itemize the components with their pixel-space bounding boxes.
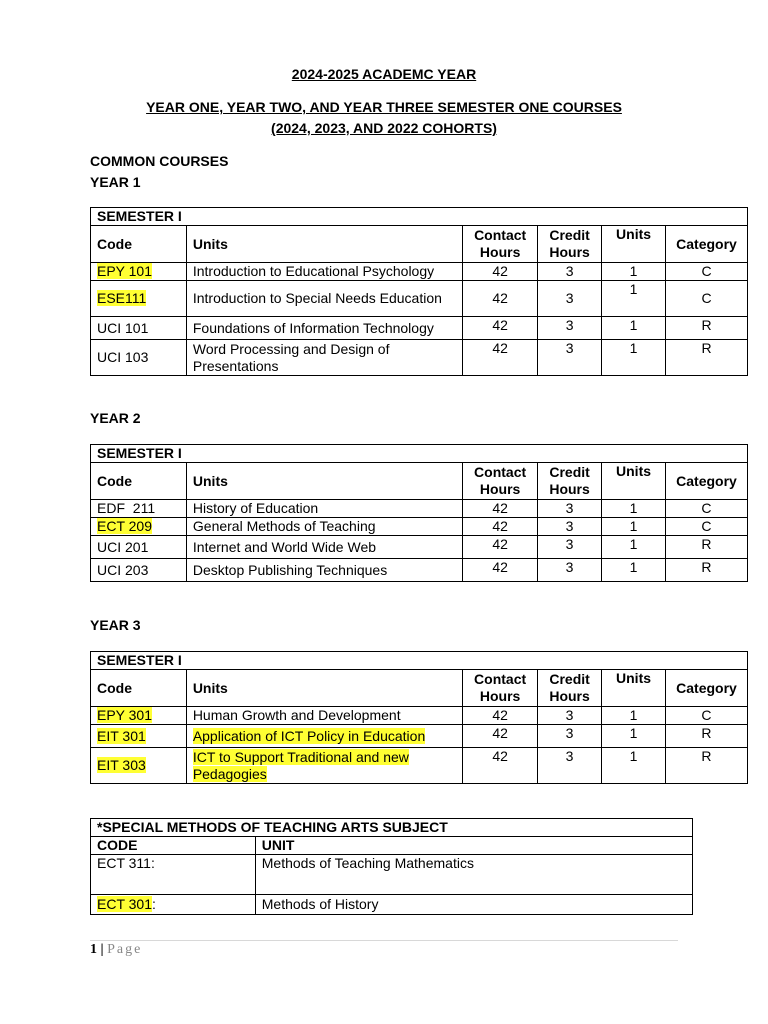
category: R [665, 536, 747, 559]
credit-hours: 3 [538, 559, 602, 582]
contact-hours: 42 [463, 748, 538, 784]
course-unit: Internet and World Wide Web [186, 536, 462, 559]
code-header: CODE [91, 837, 256, 855]
units-count: 1 [602, 518, 666, 536]
table-row [91, 855, 693, 895]
category: R [665, 725, 747, 748]
units-count: 1 [602, 263, 666, 281]
footer-separator: | [97, 942, 108, 957]
contact-hours-header: Contact Hours [463, 463, 538, 500]
credit-hours: 3 [538, 725, 602, 748]
course-code: UCI 203 [91, 559, 187, 582]
course-code: EDF 211 [91, 500, 187, 518]
category: C [665, 518, 747, 536]
course-code: ECT 209 [91, 518, 187, 536]
year3-table [90, 651, 748, 784]
units-count: 1 [602, 281, 666, 317]
units-count-header: Units [602, 463, 666, 500]
credit-hours-header: Credit Hours [538, 670, 602, 707]
table-row [91, 748, 748, 784]
table-row [91, 725, 748, 748]
category: R [665, 559, 747, 582]
credit-hours-header: Credit Hours [538, 463, 602, 500]
category: C [665, 707, 747, 725]
units-header: Units [186, 463, 462, 500]
credit-hours: 3 [538, 317, 602, 340]
category-header: Category [665, 670, 747, 707]
course-code: EPY 101 [91, 263, 187, 281]
year2-table [90, 444, 748, 582]
category-header: Category [666, 226, 748, 263]
credit-hours: 3 [538, 340, 602, 376]
category: R [665, 748, 747, 784]
document-title: 2024-2025 ACADEMC YEAR [291, 66, 477, 82]
contact-hours: 42 [463, 725, 538, 748]
table-row [91, 707, 748, 725]
course-code: UCI 201 [91, 536, 187, 559]
course-unit: Human Growth and Development [186, 707, 462, 725]
contact-hours: 42 [463, 518, 538, 536]
course-unit: Desktop Publishing Techniques [186, 559, 462, 582]
header-row [91, 670, 748, 707]
units-header: Units [186, 670, 462, 707]
course-unit: Methods of History [255, 895, 692, 915]
semester-label: SEMESTER I [91, 208, 748, 226]
common-courses-heading: COMMON COURSES [90, 153, 229, 169]
contact-hours: 42 [463, 536, 538, 559]
credit-hours-header: Credit Hours [538, 226, 602, 263]
credit-hours: 3 [538, 263, 602, 281]
contact-hours-header: Contact Hours [463, 226, 538, 263]
course-code: EIT 303 [91, 748, 187, 784]
course-unit: ICT to Support Traditional and new Pedagogies [186, 748, 462, 784]
category: R [666, 340, 748, 376]
code-header: Code [91, 463, 187, 500]
contact-hours: 42 [463, 500, 538, 518]
table-row [91, 340, 748, 376]
credit-hours: 3 [538, 500, 602, 518]
contact-hours-header: Contact Hours [463, 670, 538, 707]
special-methods-table [90, 818, 693, 915]
page-number: 1 [90, 942, 97, 957]
year1-heading: YEAR 1 [90, 174, 141, 190]
cohorts-subtitle: (2024, 2023, AND 2022 COHORTS) [271, 120, 497, 136]
category: R [666, 317, 748, 340]
contact-hours: 42 [463, 707, 538, 725]
course-unit: History of Education [186, 500, 462, 518]
year2-heading: YEAR 2 [90, 410, 141, 426]
table-row [91, 518, 748, 536]
document-subtitle: YEAR ONE, YEAR TWO, AND YEAR THREE SEMESTER ONE COURSES [146, 99, 622, 115]
category-header: Category [665, 463, 747, 500]
category: C [665, 500, 747, 518]
credit-hours: 3 [538, 518, 602, 536]
course-unit: Introduction to Educational Psychology [186, 263, 462, 281]
course-code: UCI 101 [91, 317, 187, 340]
units-count: 1 [602, 707, 666, 725]
course-code: ECT 311: [91, 855, 256, 895]
credit-hours: 3 [538, 707, 602, 725]
category: C [666, 263, 748, 281]
table-row [91, 263, 748, 281]
contact-hours: 42 [463, 559, 538, 582]
credit-hours: 3 [538, 748, 602, 784]
units-count: 1 [602, 500, 666, 518]
units-count: 1 [602, 725, 666, 748]
contact-hours: 42 [463, 340, 538, 376]
special-methods-title: *SPECIAL METHODS OF TEACHING ARTS SUBJECT [91, 819, 693, 837]
table-row [91, 559, 748, 582]
semester-label: SEMESTER I [91, 445, 748, 463]
course-unit: Foundations of Information Technology [186, 317, 462, 340]
table-row [91, 536, 748, 559]
units-count-header: Units [602, 670, 666, 707]
code-header: Code [91, 670, 187, 707]
course-unit: Methods of Teaching Mathematics [255, 855, 692, 895]
course-unit: Application of ICT Policy in Education [186, 725, 462, 748]
header-row [91, 226, 748, 263]
units-header: Units [186, 226, 462, 263]
unit-header: UNIT [255, 837, 692, 855]
course-unit: Word Processing and Design of Presentations [186, 340, 462, 376]
category: C [666, 281, 748, 317]
units-count: 1 [602, 536, 666, 559]
course-code: UCI 103 [91, 340, 187, 376]
year1-table [90, 207, 748, 376]
course-code: EIT 301 [91, 725, 187, 748]
contact-hours: 42 [463, 281, 538, 317]
code-header: Code [91, 226, 187, 263]
semester-label: SEMESTER I [91, 652, 748, 670]
course-unit: Introduction to Special Needs Education [186, 281, 462, 317]
units-count: 1 [602, 317, 666, 340]
footer-rule [90, 940, 678, 941]
page-word: Page [107, 942, 143, 957]
course-code: EPY 301 [91, 707, 187, 725]
course-code: ECT 301: [91, 895, 256, 915]
contact-hours: 42 [463, 263, 538, 281]
credit-hours: 3 [538, 281, 602, 317]
year3-heading: YEAR 3 [90, 617, 141, 633]
table-row [91, 317, 748, 340]
credit-hours: 3 [538, 536, 602, 559]
units-count-header: Units [602, 226, 666, 263]
units-count: 1 [602, 559, 666, 582]
table-row [91, 500, 748, 518]
units-count: 1 [602, 748, 666, 784]
table-row [91, 281, 748, 317]
page-footer [90, 942, 142, 958]
course-unit: General Methods of Teaching [186, 518, 462, 536]
table-row [91, 895, 693, 915]
course-code: ESE111 [91, 281, 187, 317]
header-row [91, 463, 748, 500]
contact-hours: 42 [463, 317, 538, 340]
units-count: 1 [602, 340, 666, 376]
